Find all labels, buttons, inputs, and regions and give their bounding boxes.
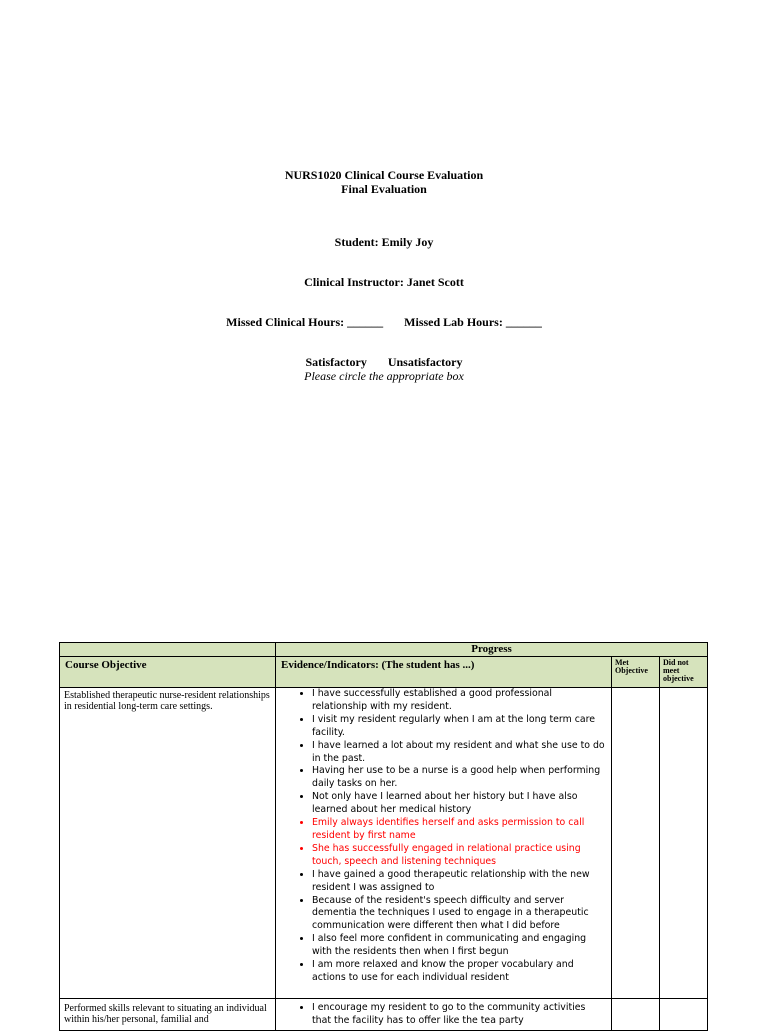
course-objective-cell: Established therapeutic nurse-resident relationships in residential long-term care settings. [60,688,276,999]
not-met-objective-cell[interactable] [660,999,708,1031]
evidence-item: • I have successfully established a good professional relationship with my resident. [312,688,607,714]
table-row [60,999,708,1031]
not-met-objective-cell[interactable] [660,688,708,999]
instructor-comment-item: • Emily always identifies herself and asks permission to call resident by first name [312,817,607,843]
evidence-cell [276,999,612,1031]
evidence-list [276,999,611,1030]
not-met-objective-header: Did not meet objective [660,657,708,688]
progress-header-row [60,643,708,657]
evidence-item: • I have gained a good therapeutic relationship with the new resident I was assigned to [312,869,607,895]
evidence-cell [276,688,612,999]
progress-blank-cell [60,643,276,657]
evidence-item: • I am more relaxed and know the proper vocabulary and actions to use for each individual resident [312,959,607,985]
progress-label: Progress [276,643,708,657]
evidence-item: • I also feel more confident in communicating and engaging with the residents then when I first begun [312,933,607,959]
evidence-list [276,688,611,987]
evidence-item: • Not only have I learned about her history but I have also learned about her medical history [312,791,607,817]
met-objective-cell[interactable] [612,999,660,1031]
course-objective-cell: Performed skills relevant to situating an individual within his/her personal, familial and [60,999,276,1031]
evaluation-subtitle: Final Evaluation [341,182,427,196]
table-row [60,688,708,999]
satisfaction-options: Satisfactory Unsatisfactory [305,355,463,369]
course-objective-header: Course Objective [60,657,276,688]
evidence-item: • I visit my resident regularly when I am at the long term care facility. [312,714,607,740]
met-objective-cell[interactable] [612,688,660,999]
column-header-row [60,657,708,688]
clinical-instructor: Clinical Instructor: Janet Scott [304,275,464,289]
evidence-item: • I encourage my resident to go to the community activities that the facility has to offer like the tea party [312,1002,607,1028]
met-objective-header: Met Objective [612,657,660,688]
student-name: Student: Emily Joy [334,235,434,249]
evidence-item: • Because of the resident's speech difficulty and server dementia the techniques I used to engage in a therapeutic communication were different then what I did before [312,895,607,934]
evidence-item: • I have learned a lot about my resident and what she use to do in the past. [312,740,607,766]
circle-instruction: Please circle the appropriate box [304,369,464,383]
evidence-header: Evidence/Indicators: (The student has ...) [276,657,612,688]
evidence-item: • Having her use to be a nurse is a good help when performing daily tasks on her. [312,765,607,791]
evaluation-title: NURS1020 Clinical Course Evaluation [284,168,484,182]
evaluation-table [59,642,708,1031]
instructor-comment-item: • She has successfully engaged in relational practice using touch, speech and listening techniques [312,843,607,869]
missed-hours-line: Missed Clinical Hours: ______ Missed Lab Hours: ______ [226,315,542,329]
